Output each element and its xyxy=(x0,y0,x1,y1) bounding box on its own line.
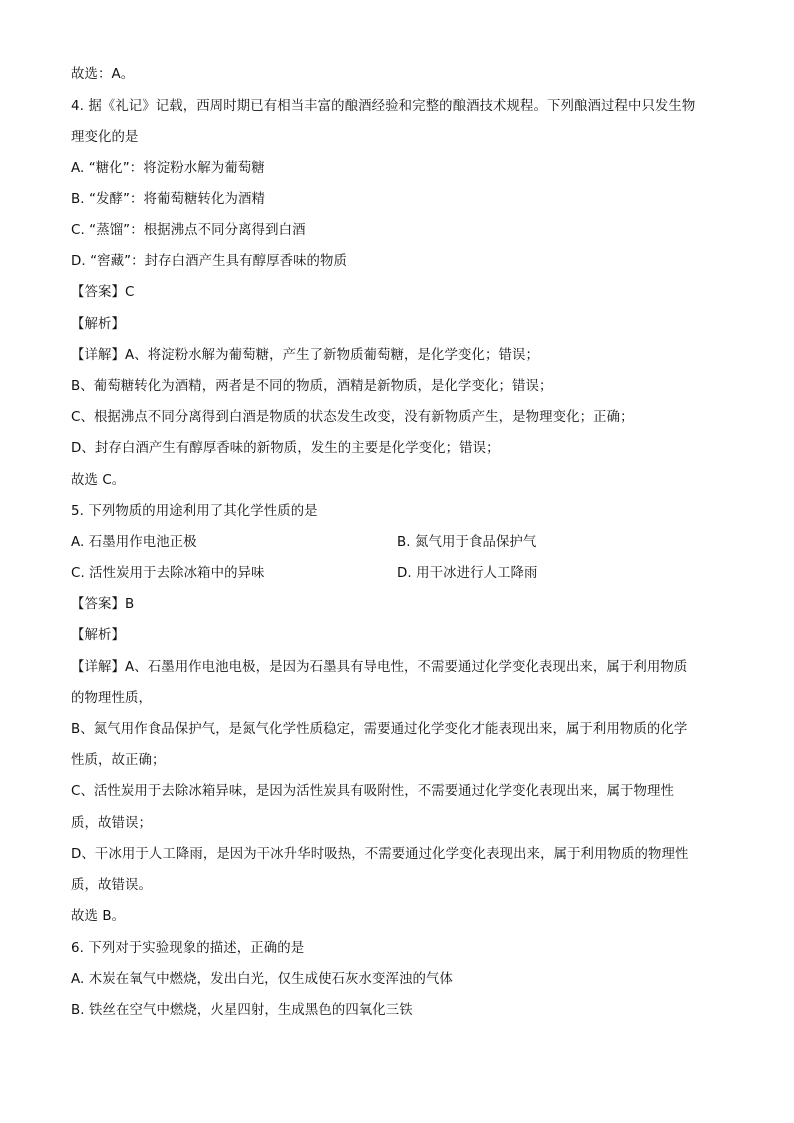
q4-explanation-b: B、葡萄糖转化为酒精，两者是不同的物质，酒精是新物质，是化学变化；错误； xyxy=(71,379,553,394)
q5-explanation-c-cont: 质，故错误； xyxy=(71,816,152,831)
q5-answer: 【答案】B xyxy=(71,597,135,612)
q5-conclusion: 故选 B。 xyxy=(71,909,126,924)
q4-option-d: D. “窖藏”：封存白酒产生具有醇厚香味的物质 xyxy=(71,254,348,269)
q5-explanation-a: 【详解】A、石墨用作电池电极，是因为石墨具有导电性，不需要通过化学变化表现出来，属于利用物质 xyxy=(71,660,688,675)
q4-option-c: C. “蒸馏”：根据沸点不同分离得到白酒 xyxy=(71,223,306,238)
q5-option-c: C. 活性炭用于去除冰箱中的异味 xyxy=(71,566,265,581)
q4-explanation-a: 【详解】A、将淀粉水解为葡萄糖，产生了新物质葡萄糖，是化学变化；错误； xyxy=(71,348,539,363)
q5-option-a: A. 石墨用作电池正极 xyxy=(71,535,197,550)
question-4-stem: 4. 据《礼记》记载，西周时期已有相当丰富的酿酒经验和完整的酿酒技术规程。下列酿酒过程中只发生物 xyxy=(71,99,696,114)
question-5-stem: 5. 下列物质的用途利用了其化学性质的是 xyxy=(71,504,318,519)
q4-explanation-d: D、封存白酒产生有醇厚香味的新物质，发生的主要是化学变化；错误； xyxy=(71,441,500,456)
question-6-stem: 6. 下列对于实验现象的描述，正确的是 xyxy=(71,941,305,956)
q4-answer: 【答案】C xyxy=(71,285,135,300)
q4-explanation-c: C、根据沸点不同分离得到白酒是物质的状态发生改变，没有新物质产生，是物理变化；正确； xyxy=(71,410,634,425)
q5-explanation-d-cont: 质，故错误。 xyxy=(71,878,152,893)
q5-option-b: B. 氮气用于食品保护气 xyxy=(397,535,537,550)
q4-option-a: A. “糖化”：将淀粉水解为葡萄糖 xyxy=(71,161,265,176)
q5-analysis-heading: 【解析】 xyxy=(71,628,125,643)
q5-explanation-c: C、活性炭用于去除冰箱异味，是因为活性炭具有吸附性，不需要通过化学变化表现出来，属于物理性 xyxy=(71,784,675,799)
q5-explanation-d: D、干冰用于人工降雨，是因为干冰升华时吸热，不需要通过化学变化表现出来，属于利用物质的物理性 xyxy=(71,847,689,862)
q6-option-b: B. 铁丝在空气中燃烧，火星四射，生成黑色的四氧化三铁 xyxy=(71,1003,413,1018)
q4-analysis-heading: 【解析】 xyxy=(71,317,125,332)
q4-conclusion: 故选 C。 xyxy=(71,473,126,488)
q5-explanation-b-cont: 性质，故正确； xyxy=(71,753,166,768)
question-4-stem-cont: 理变化的是 xyxy=(71,130,139,145)
q5-explanation-a-cont: 的物理性质， xyxy=(71,691,152,706)
conclusion-line: 故选：A。 xyxy=(71,67,135,82)
q4-option-b: B. “发酵”：将葡萄糖转化为酒精 xyxy=(71,192,265,207)
q5-explanation-b: B、氮气用作食品保护气，是氮气化学性质稳定，需要通过化学变化才能表现出来，属于利用物质的化学 xyxy=(71,722,688,737)
q6-option-a: A. 木炭在氧气中燃烧，发出白光，仅生成使石灰水变浑浊的气体 xyxy=(71,972,453,987)
q5-option-d: D. 用干冰进行人工降雨 xyxy=(397,566,538,581)
